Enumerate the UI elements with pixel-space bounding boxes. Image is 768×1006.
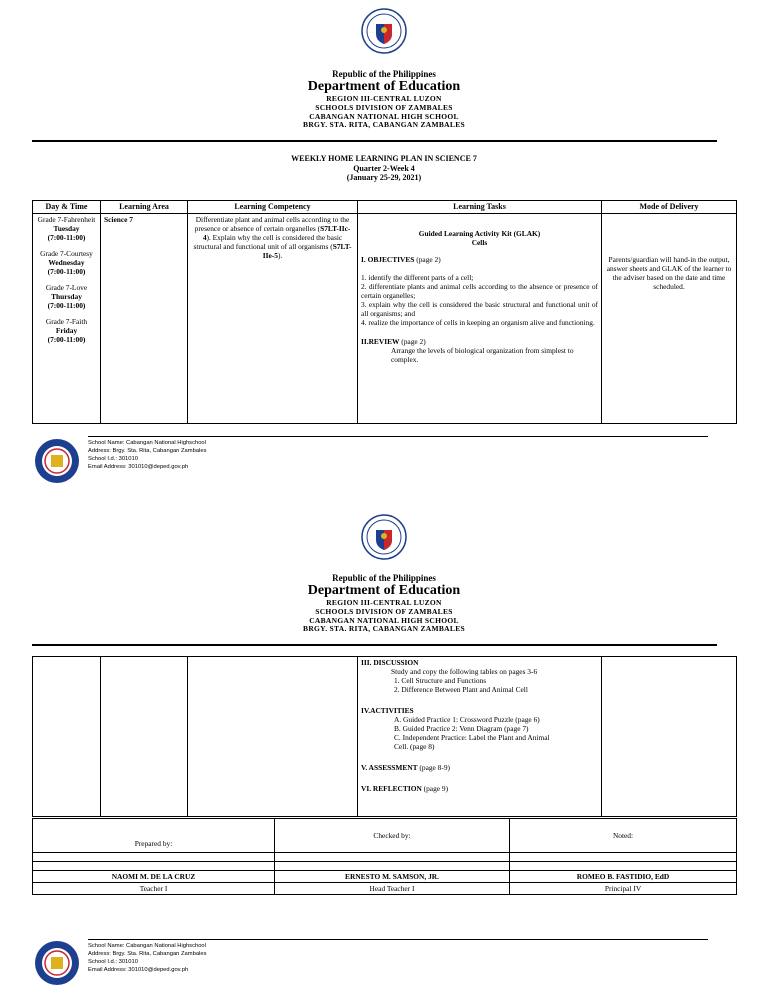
school-name: School Name: Cabangan National Highschool [88, 943, 206, 949]
signature-blank-row [33, 853, 737, 862]
day-name: Wednesday [48, 257, 85, 267]
review-title: II.REVIEW [361, 337, 400, 347]
department-title: Department of Education [307, 79, 461, 95]
objective-item: 4. realize the importance of cells in keeping an organism alive and functioning. [361, 318, 595, 327]
competency-cell [188, 657, 358, 817]
learning-tasks-cell [358, 213, 602, 423]
checked-by-label: Checked by: [275, 819, 510, 853]
table-row [33, 213, 737, 423]
page2-header [0, 573, 768, 634]
prepared-by-label: Prepared by: [33, 819, 275, 853]
kit-title: Guided Learning Activity Kit (GLAK) [418, 228, 541, 238]
section-name: Grade 7-Faith [45, 317, 88, 327]
schedule-item [36, 283, 97, 310]
objective-item: 2. differentiate plants and animal cells according to the absence or presence of certain organelles; [361, 281, 598, 300]
schedule-item [36, 249, 97, 276]
competency-cell [188, 213, 358, 423]
time-range: (7:00-11:00) [47, 301, 86, 310]
competency-text-1: Differentiate plant and animal cells according to the presence or absence of certain organelles ( [194, 214, 350, 233]
activity-item: A. Guided Practice 1: Crossword Puzzle (page 6) [394, 715, 540, 725]
signature-table [32, 818, 737, 895]
school-seal-logo [34, 940, 80, 986]
competency-text-2: ). Explain why the cell is considered the basic structural and functional unit of all organisms ( [193, 232, 343, 251]
time-range: (7:00-11:00) [47, 232, 86, 242]
day-time-cell [33, 657, 101, 817]
noted-by-name: ROMEO B. FASTIDIO, EdD [510, 871, 737, 883]
republic-label: Republic of the Philippines [332, 69, 436, 79]
plan-title [0, 154, 768, 183]
review-page: (page 2) [401, 337, 426, 347]
header-divider [32, 644, 717, 646]
school-address-label: BRGY. STA. RITA, CABANGAN ZAMBALES [303, 624, 465, 634]
department-title: Department of Education [307, 583, 461, 599]
school-email: Email Address: 301010@deped.gov.ph [88, 967, 189, 974]
school-seal-logo [34, 438, 80, 484]
reflection-title: VI. REFLECTION [361, 784, 422, 794]
signature-label-row [33, 819, 737, 853]
discussion-heading: III. DISCUSSION [361, 658, 419, 667]
plan-title-line2: Quarter 2-Week 4 [353, 163, 415, 173]
learning-plan-table-continued [32, 656, 737, 817]
assessment-title: V. ASSESSMENT [361, 763, 418, 773]
header-day-time: Day & Time [33, 201, 101, 214]
division-label: SCHOOLS DIVISION OF ZAMBALES [315, 607, 453, 617]
prepared-by-name: NAOMI M. DE LA CRUZ [33, 871, 275, 883]
learning-area-cell [101, 657, 188, 817]
signature-title-row [33, 883, 737, 895]
division-label: SCHOOLS DIVISION OF ZAMBALES [315, 103, 453, 113]
day-name: Friday [55, 326, 78, 336]
header-divider [32, 140, 717, 142]
competency-code-2: S7LT-IIe-5 [262, 241, 352, 260]
school-label: CABANGAN NATIONAL HIGH SCHOOL [309, 615, 459, 625]
assessment-heading [361, 763, 598, 772]
school-id: School I.d.: 301010 [88, 456, 138, 463]
prepared-by-title: Teacher I [33, 883, 275, 895]
review-text: Arrange the levels of biological organization from simplest to complex. [391, 346, 574, 365]
noted-by-title: Principal IV [510, 883, 737, 895]
learning-tasks-cell [358, 657, 602, 817]
day-name: Tuesday [53, 223, 80, 233]
objective-item: 1. identify the different parts of a cell; [361, 272, 474, 282]
school-name: School Name: Cabangan National Highschool [88, 440, 206, 446]
time-range: (7:00-11:00) [47, 266, 86, 276]
day-name: Thursday [51, 291, 82, 301]
reflection-heading [361, 784, 598, 793]
plan-title-line1: WEEKLY HOME LEARNING PLAN IN SCIENCE 7 [291, 154, 477, 163]
learning-area-cell: Science 7 [101, 213, 188, 423]
footer-divider [88, 436, 708, 437]
activity-item: C. Independent Practice: Label the Plant and Animal Cell. (page 8) [394, 733, 550, 752]
mode-of-delivery-cell [602, 657, 737, 817]
footer-divider [88, 939, 708, 940]
activity-item: B. Guided Practice 2: Venn Diagram (page 7) [394, 724, 529, 734]
school-address: Address: Brgy. Sta. Rita, Cabangan Zambales [88, 951, 207, 958]
school-info [88, 942, 206, 974]
objective-item: 3. explain why the cell is considered the basic structural and functional unit of all organisms; and [361, 299, 598, 318]
assessment-page: (page 8-9) [419, 763, 450, 773]
competency-text-3: ). [277, 250, 283, 260]
discussion-item: 1. Cell Structure and Functions [394, 676, 487, 686]
signature-blank-row [33, 862, 737, 871]
section-name: Grade 7-Fahrenheit [37, 214, 96, 224]
checked-by-name: ERNESTO M. SAMSON, JR. [275, 871, 510, 883]
discussion-intro: Study and copy the following tables on pages 3-6 [391, 667, 538, 677]
region-label: REGION III-CENTRAL LUZON [326, 598, 442, 608]
header-learning-tasks: Learning Tasks [358, 201, 602, 214]
deped-seal-logo [361, 8, 407, 54]
school-info [88, 439, 206, 471]
deped-seal-logo [361, 514, 407, 560]
discussion-item: 2. Difference Between Plant and Animal Cell [394, 685, 528, 695]
checked-by-title: Head Teacher I [275, 883, 510, 895]
objectives-page: (page 2) [416, 254, 441, 264]
school-id: School I.d.: 301010 [88, 959, 138, 966]
learning-plan-table [32, 200, 737, 424]
time-range: (7:00-11:00) [47, 335, 86, 345]
plan-title-line3: (January 25-29, 2021) [346, 173, 422, 183]
mode-of-delivery-text: Parents/guardian will hand-in the output, answer sheets and GLAK of the learner to the adviser based on the date and time scheduled. [606, 254, 732, 291]
table-header-row [33, 201, 737, 214]
school-address-label: BRGY. STA. RITA, CABANGAN ZAMBALES [303, 120, 465, 130]
signature-name-row [33, 871, 737, 883]
noted-label: Noted: [510, 819, 737, 853]
reflection-page: (page 9) [423, 784, 449, 794]
day-time-cell [33, 213, 101, 423]
school-address: Address: Brgy. Sta. Rita, Cabangan Zambales [88, 448, 207, 455]
header-learning-competency: Learning Competency [188, 201, 358, 214]
school-email: Email Address: 301010@deped.gov.ph [88, 464, 189, 471]
header-learning-area: Learning Area [101, 201, 188, 214]
republic-label: Republic of the Philippines [332, 573, 436, 583]
section-name: Grade 7-Love [45, 282, 88, 292]
objectives-heading [361, 255, 598, 264]
header-mode-of-delivery: Mode of Delivery [602, 201, 737, 214]
activities-heading: IV.ACTIVITIES [361, 706, 414, 716]
page1-header [0, 69, 768, 130]
schedule-item [36, 317, 97, 344]
mode-of-delivery-cell [602, 213, 737, 423]
section-name: Grade 7-Courtesy [40, 248, 93, 258]
competency-code-1: S7LT-IIc-4 [202, 223, 351, 242]
region-label: REGION III-CENTRAL LUZON [326, 94, 442, 104]
objectives-title: I. OBJECTIVES [361, 254, 415, 264]
kit-subtitle: Cells [471, 237, 488, 247]
table-row [33, 657, 737, 817]
school-label: CABANGAN NATIONAL HIGH SCHOOL [309, 111, 459, 121]
schedule-item [36, 215, 97, 242]
review-heading [361, 337, 598, 346]
